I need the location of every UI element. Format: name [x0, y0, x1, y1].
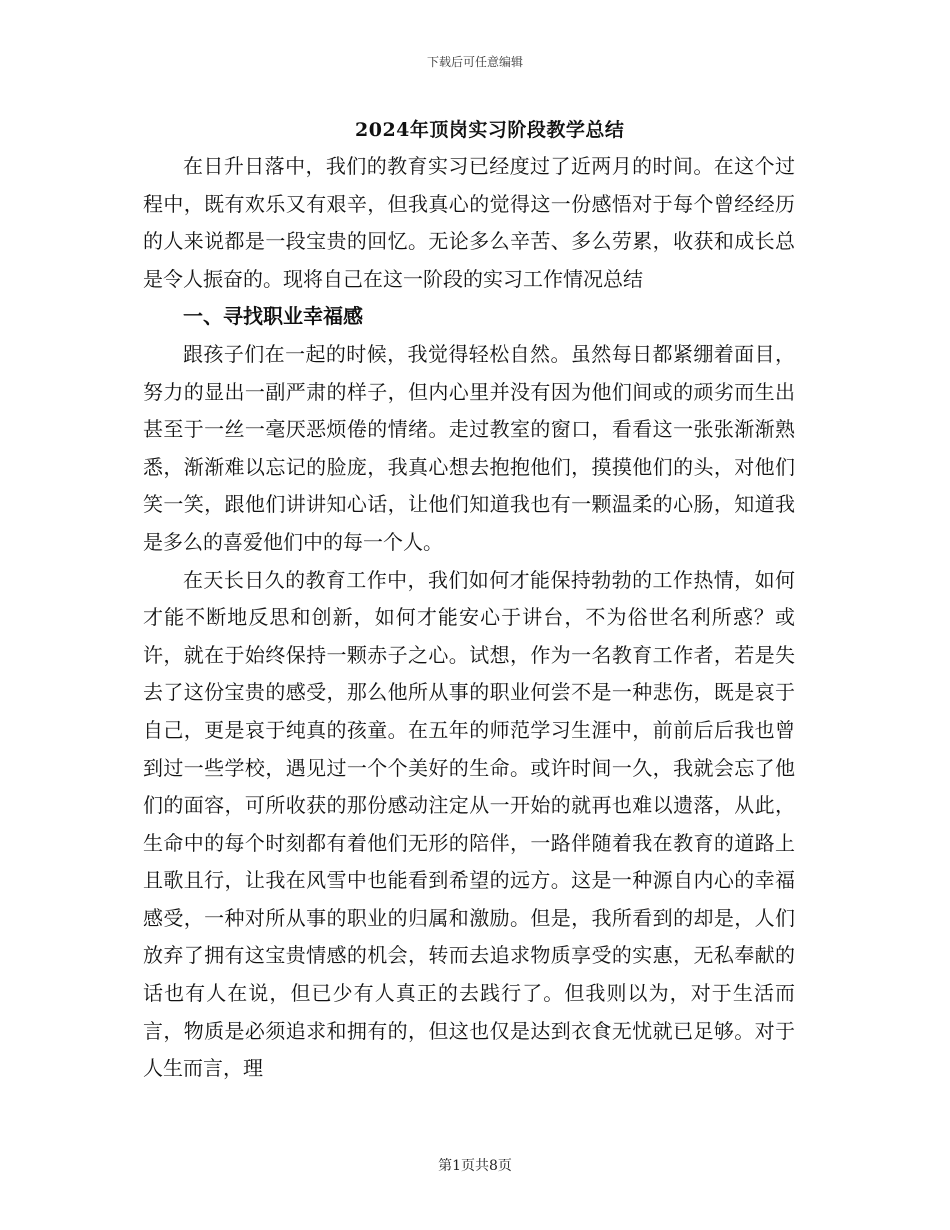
paragraph-career: 在天长日久的教育工作中，我们如何才能保持勃勃的工作热情，如何才能不断地反思和创新，如何才能安心于讲台，不为俗世名利所惑？或许，就在于始终保持一颗赤子之心。试想，作为一名教育工作者，若是失去了这份宝贵的感受，那么他所从事的职业何尝不是一种悲伤，既是哀于自己，更是哀于纯真的孩童。在五年的师范学习生涯中，前前后后我也曾到过一些学校，遇见过一个个美好的生命。或许时间一久，我就会忘了他们的面容，可所收获的那份感动注定从一开始的就再也难以遗落，从此，生命中的每个时刻都有着他们无形的陪伴，一路伴随着我在教育的道路上且歌且行，让我在风雪中也能看到希望的远方。这是一种源自内心的幸福感受，一种对所从事的职业的归属和激励。但是，我所看到的却是，人们放弃了拥有这宝贵情感的机会，转而去追求物质享受的实惠，无私奉献的话也有人在说，但已少有人真正的去践行了。但我则以为，对于生活而言，物质是必须追求和拥有的，但这也仅是达到衣食无忧就已足够。对于人生而言，理 [143, 567, 795, 1081]
paragraph-children: 跟孩子们在一起的时候，我觉得轻松自然。虽然每日都紧绷着面目，努力的显出一副严肃的样子，但内心里并没有因为他们间或的顽劣而生出甚至于一丝一毫厌恶烦倦的情绪。走过教室的窗口，看看这一张张渐渐熟悉，渐渐难以忘记的脸庞，我真心想去抱抱他们，摸摸他们的头，对他们笑一笑，跟他们讲讲知心话，让他们知道我也有一颗温柔的心肠，知道我是多么的喜爱他们中的每一个人。 [143, 341, 795, 554]
document-title: 2024年顶岗实习阶段教学总结 [355, 119, 625, 141]
header-note: 下载后可任意编辑 [426, 55, 523, 69]
section-heading: 一、寻找职业幸福感 [183, 304, 363, 329]
page-number: 第1页共8页 [438, 1158, 512, 1174]
document-body [143, 148, 795, 1088]
paragraph-intro: 在日升日落中，我们的教育实习已经度过了近两月的时间。在这个过程中，既有欢乐又有艰辛，但我真心的觉得这一份感悟对于每个曾经经历的人来说都是一段宝贵的回忆。无论多么辛苦、多么劳累，收获和成长总是令人振奋的。现将自己在这一阶段的实习工作情况总结 [143, 154, 795, 291]
